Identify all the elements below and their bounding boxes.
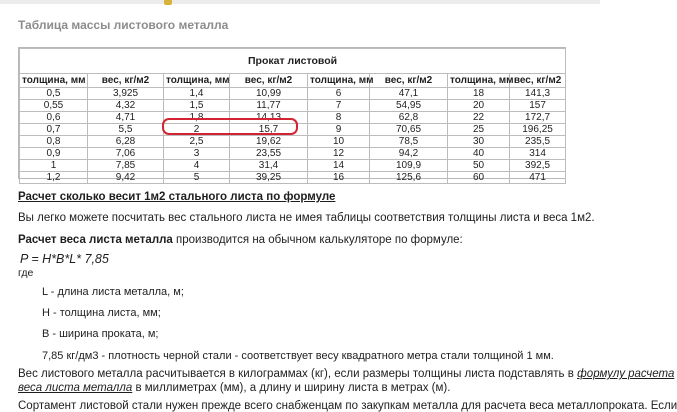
- table-cell: 20: [448, 100, 510, 112]
- table-row: [20, 88, 566, 100]
- table-cell: 70,65: [370, 124, 448, 136]
- table-cell: 50: [448, 160, 510, 172]
- table-cell: 54,95: [370, 100, 448, 112]
- table-cell: 10: [308, 136, 370, 148]
- table-cell: 0,6: [20, 112, 88, 124]
- page-title: Таблица массы листового металла: [18, 18, 229, 32]
- table-cell: 1,5: [164, 100, 230, 112]
- formula-link-continued[interactable]: веса листа металла: [18, 382, 133, 394]
- units-paragraph-line1: [18, 368, 674, 380]
- table-cell: 235,5: [510, 136, 566, 148]
- table-cell: 157: [510, 100, 566, 112]
- table-row: [20, 136, 566, 148]
- table-cell: 1,8: [164, 112, 230, 124]
- table-cell: 94,2: [370, 148, 448, 160]
- table-cell: 16: [308, 172, 370, 184]
- table-cell: 47,1: [370, 88, 448, 100]
- table-cell: 1,2: [20, 172, 88, 184]
- table-cell: 23,55: [230, 148, 308, 160]
- table-cell: 4,71: [88, 112, 164, 124]
- sheet-weight-table: [19, 48, 566, 184]
- formula-intro-rest: производится на обычном калькуляторе по формуле:: [172, 234, 463, 246]
- legend-length: L - длина листа металла, м;: [42, 286, 184, 298]
- column-header: толщина, мм: [164, 74, 230, 88]
- table-cell: 19,62: [230, 136, 308, 148]
- table-cell: 0,8: [20, 136, 88, 148]
- formula: P = H*B*L* 7,85: [20, 252, 109, 266]
- table-cell: 7: [308, 100, 370, 112]
- table-cell: 314: [510, 148, 566, 160]
- where-label: где: [18, 267, 34, 279]
- table-cell: 1,4: [164, 88, 230, 100]
- table-cell: 125,6: [370, 172, 448, 184]
- table-cell: 2,5: [164, 136, 230, 148]
- table-cell: 5,5: [88, 124, 164, 136]
- table-cell: 14,13: [230, 112, 308, 124]
- table-cell: 471: [510, 172, 566, 184]
- table-cell: 0,5: [20, 88, 88, 100]
- legend-thickness: H - толщина листа, мм;: [42, 307, 161, 319]
- table-header-row: [20, 74, 566, 88]
- column-header: вес, кг/м2: [510, 74, 566, 88]
- table-cell: 0,9: [20, 148, 88, 160]
- table-cell: 3,925: [88, 88, 164, 100]
- table-cell: 172,7: [510, 112, 566, 124]
- legend-density: 7,85 кг/дм3 - плотность черной стали - соответствует весу квадратного метра стали толщиной 1 мм.: [42, 350, 554, 362]
- formula-link[interactable]: формулу расчета: [577, 368, 675, 380]
- units-text: Вес листового металла расчитывается в килограммах (кг), если размеры толщины листа подставлять в: [18, 368, 578, 380]
- table-cell: 9: [308, 124, 370, 136]
- table-cell: 0,7: [20, 124, 88, 136]
- table-caption: Прокат листовой: [20, 49, 566, 74]
- column-header: вес, кг/м2: [230, 74, 308, 88]
- table-cell: 1: [20, 160, 88, 172]
- table-row: [20, 172, 566, 184]
- column-header: толщина, мм: [20, 74, 88, 88]
- units-text-continued: в миллиметрах (мм), а длину и ширину листа в метрах (м).: [132, 382, 451, 394]
- table-cell: 109,9: [370, 160, 448, 172]
- table-cell: 7,06: [88, 148, 164, 160]
- table-cell: 2: [164, 124, 230, 136]
- bookmark-icon: [164, 0, 172, 5]
- table-cell: 15,7: [230, 124, 308, 136]
- table-cell: 39,25: [230, 172, 308, 184]
- table-cell: 9,42: [88, 172, 164, 184]
- formula-intro-bold: Расчет веса листа металла: [18, 234, 173, 246]
- column-header: вес, кг/м2: [370, 74, 448, 88]
- highlight-circle: [162, 118, 298, 135]
- table-cell: 6,28: [88, 136, 164, 148]
- table-cell: 3: [164, 148, 230, 160]
- table-row: [20, 160, 566, 172]
- table-cell: 12: [308, 148, 370, 160]
- table-cell: 196,25: [510, 124, 566, 136]
- assortment-paragraph: Сортамент листовой стали нужен прежде всего снабженцам по закупкам металла для расчета веса металлопроката. Если: [18, 400, 677, 412]
- table-cell: 22: [448, 112, 510, 124]
- table-cell: 40: [448, 148, 510, 160]
- table-cell: 4: [164, 160, 230, 172]
- column-header: толщина, мм: [308, 74, 370, 88]
- table-cell: 0,55: [20, 100, 88, 112]
- column-header: вес, кг/м2: [88, 74, 164, 88]
- table-cell: 31,4: [230, 160, 308, 172]
- table-cell: 78,5: [370, 136, 448, 148]
- table-row: [20, 148, 566, 160]
- table-cell: 18: [448, 88, 510, 100]
- sheet-weight-table-container: [18, 47, 566, 183]
- intro-paragraph: Вы легко можете посчитать вес стального листа не имея таблицы соответствия толщины листа и веса 1м2.: [18, 212, 595, 224]
- table-cell: 25: [448, 124, 510, 136]
- table-cell: 7,85: [88, 160, 164, 172]
- table-cell: 30: [448, 136, 510, 148]
- units-paragraph-line2: [18, 382, 450, 394]
- formula-intro-paragraph: [18, 234, 463, 246]
- table-cell: 14: [308, 160, 370, 172]
- column-header: толщина, мм: [448, 74, 510, 88]
- table-cell: 10,99: [230, 88, 308, 100]
- table-cell: 392,5: [510, 160, 566, 172]
- table-cell: 11,77: [230, 100, 308, 112]
- table-cell: 5: [164, 172, 230, 184]
- legend-width: B - ширина проката, м;: [42, 328, 159, 340]
- table-cell: 60: [448, 172, 510, 184]
- table-cell: 8: [308, 112, 370, 124]
- table-cell: 141,3: [510, 88, 566, 100]
- section-heading: Расчет сколько весит 1м2 стального листа по формуле: [18, 191, 336, 203]
- table-cell: 62,8: [370, 112, 448, 124]
- table-cell: 6: [308, 88, 370, 100]
- table-cell: 4,32: [88, 100, 164, 112]
- table-row: [20, 100, 566, 112]
- top-bar: [0, 0, 600, 4]
